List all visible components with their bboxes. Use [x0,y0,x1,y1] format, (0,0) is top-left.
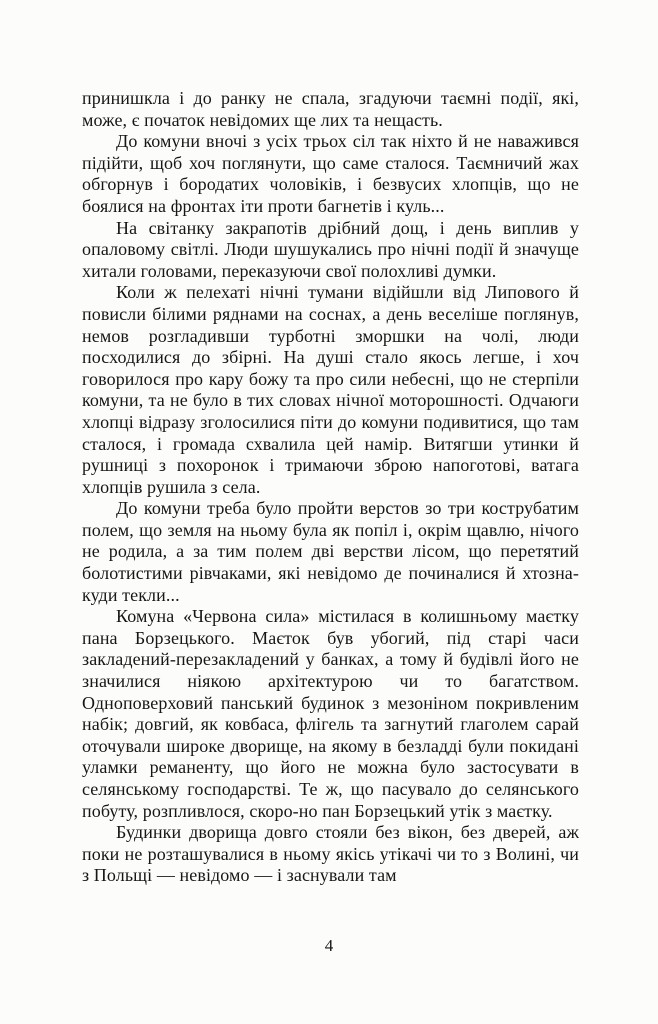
page-number: 4 [324,936,334,955]
paragraph-continuation: принишкла і до ранку не спала, згадуючи таємні події, які, може, є початок невідомих ще лих та нещасть. [82,88,579,130]
paragraph: До комуни вночі з усіх трьох сіл так ніхто й не наважився підійти, щоб хоч поглянути, що саме сталося. Таємничий жах обгорнув і бородатих чоловіків, і безвусих хлопців, що не боялися на фронтах іти проти багнетів і куль... [82,131,579,216]
paragraph: До комуни треба було пройти верстов зо три кострубатим полем, що земля на ньому була як попіл і, окрім щавлю, нічого не родила, а за тим полем дві верстви лісом, що перетятий болотистими рівчаками, які невідомо де починалися й хтозна-куди текли... [82,498,579,605]
paragraph: Коли ж пелехаті нічні тумани відійшли від Липового й повисли білими ряднами на соснах, а день веселіше поглянув, немов розгладивши турботні зморшки на чолі, люди посходилися до збірні. На душі стало якось легше, і хоч говорилося про кару божу та про сили небесні, що не стерпіли комуни, та не було в тих словах нічної моторошності. Одчаюги хлопці відразу зголосилися піти до комуни подивитися, що там сталося, і громада схвалила цей намір. Витягши утинки й рушниці з похоронок і тримаючи зброю напоготові, ватага хлопців рушила з села. [82,282,579,497]
paragraph: Будинки дворища довго стояли без вікон, без дверей, аж поки не розташувалися в ньому якісь утікачі чи то з Волині, чи з Польщі — невідомо — і заснували там [82,822,579,886]
paragraph: На світанку закрапотів дрібний дощ, і день виплив у опаловому світлі. Люди шушукались про нічні події й значуще хитали головами, переказуючи свої полохливі думки. [82,217,579,281]
paragraph: Комуна «Червона сила» містилася в колишньому маєтку пана Борзецького. Маєток був убогий, під старі часи закладений-перезакладений у банках, а тому й будівлі його не значилися ніякою архітектурою чи то багатством. Одноповерховий панський будинок з мезоніном покривленим набік; довгий, як ковбаса, флігель та загнутий глаголем сарай оточували широке дворище, на якому в безладді були покидані уламки реманенту, що його не можна було застосувати в селянському господарстві. Те ж, що пасувало до селянського побуту, розпливлося, скоро-но пан Борзецький утік з маєтку. [82,606,579,821]
page-text-block [82,88,579,887]
